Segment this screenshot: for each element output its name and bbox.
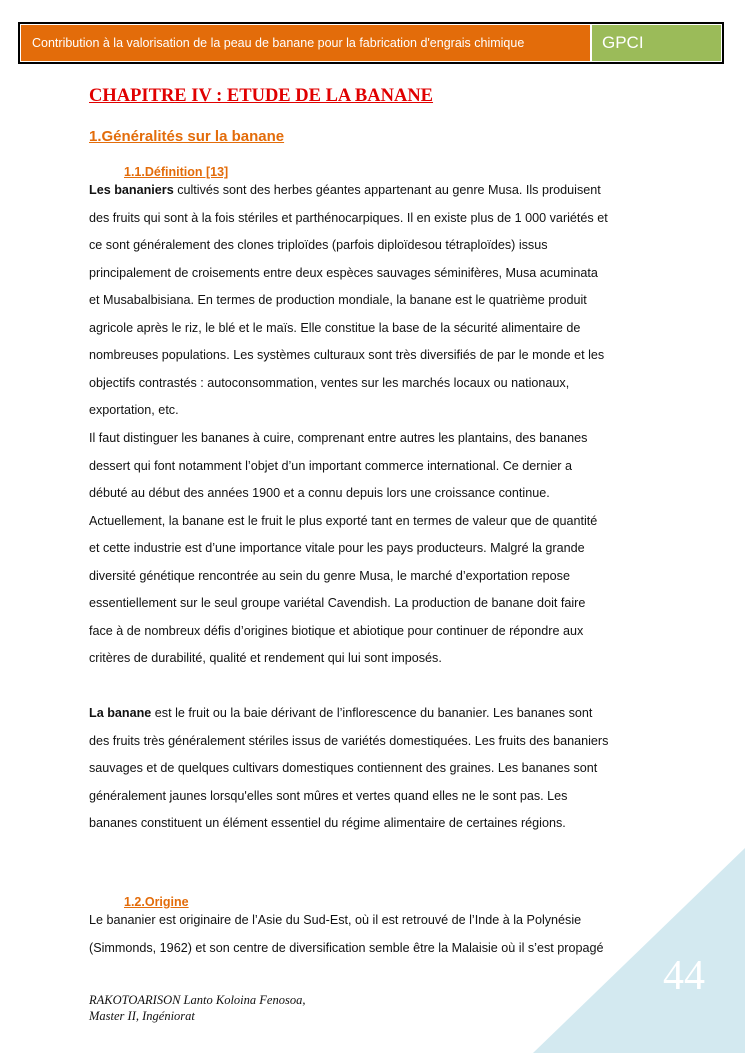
- page-header: [18, 22, 724, 64]
- subsection-heading-definition: 1.1.Définition [13]: [124, 165, 229, 179]
- page-number: 44: [663, 953, 705, 999]
- footer-author: RAKOTOARISON Lanto Koloina Fenosoa,: [89, 993, 306, 1007]
- text-line: Actuellement, la banane est le fruit le plus exporté tant en termes de valeur que de quantité: [89, 513, 598, 528]
- text-line: sauvages et de quelques cultivars domestiques contiennent des graines. Les bananes sont: [89, 761, 598, 775]
- text-line: Le bananier est originaire de l’Asie du Sud-Est, où il est retrouvé de l’Inde à la Polynésie: [89, 913, 582, 927]
- text-line: des fruits très généralement stériles issus de variétés domestiquées. Les fruits des bananiers: [89, 733, 609, 748]
- text-line: essentiellement sur le seul groupe variétal Cavendish. La production de banane doit faire: [89, 596, 586, 610]
- text-line: ce sont généralement des clones triploïdes (parfois diploïdesou tétraploïdes) issus: [89, 238, 548, 252]
- bold-term: Les bananiers: [89, 183, 174, 197]
- text-line: exportation, etc.: [89, 403, 179, 417]
- text-line: critères de durabilité, qualité et rendement qui lui sont imposés.: [89, 651, 442, 665]
- text-line: et cette industrie est d’une importance vitale pour les pays producteurs. Malgré la grande: [89, 541, 585, 555]
- text-line: et Musabalbisiana. En termes de production mondiale, la banane est le quatrième produit: [89, 293, 587, 307]
- text-line: [89, 177, 659, 205]
- text-line: (Simmonds, 1962) et son centre de diversification semble être la Malaisie où il s’est propagé: [89, 940, 604, 955]
- text-line: diversité génétique rencontrée au sein du genre Musa, le marché d’exportation repose: [89, 568, 570, 583]
- text-line: principalement de croisements entre deux espèces sauvages séminifères, Musa acuminata: [89, 265, 598, 280]
- text-line: dessert qui font notamment l’objet d’un important commerce international. Ce dernier a: [89, 458, 573, 473]
- text-line: généralement jaunes lorsqu'elles sont mûres et vertes quand elles ne le sont pas. Les: [89, 788, 568, 803]
- chapter-title: CHAPITRE IV : ETUDE DE LA BANANE: [89, 86, 434, 106]
- text-line: des fruits qui sont à la fois stériles et parthénocarpiques. Il en existe plus de 1 000 variétés et: [89, 210, 608, 225]
- text-line: face à de nombreux défis d’origines biotique et abiotique pour continuer de répondre aux: [89, 623, 584, 638]
- section-heading: 1.Généralités sur la banane: [89, 128, 285, 145]
- bold-term: La banane: [89, 706, 152, 720]
- paragraph-distinction: [89, 425, 659, 673]
- header-code: GPCI: [592, 25, 721, 61]
- text-line: Il faut distinguer les bananes à cuire, comprenant entre autres les plantains, des bananes: [89, 431, 588, 445]
- text-line: nombreuses populations. Les systèmes culturaux sont très diversifiés de par le monde et les: [89, 348, 605, 362]
- text-line: objectifs contrastés : autoconsommation, ventes sur les marchés locaux ou nationaux,: [89, 375, 570, 390]
- paragraph-bananiers: [89, 177, 659, 425]
- page-footer: [89, 993, 305, 1024]
- text-line: débuté au début des années 1900 et a connu depuis lors une croissance continue.: [89, 486, 550, 500]
- paragraph-la-banane: [89, 700, 659, 838]
- footer-degree: Master II, Ingéniorat: [89, 1008, 195, 1023]
- text-line: bananes constituent un élément essentiel du régime alimentaire de certaines régions.: [89, 816, 566, 830]
- subsection-heading-origine: 1.2.Origine: [124, 895, 189, 909]
- corner-decoration: [533, 848, 745, 1053]
- text-line: [89, 700, 659, 728]
- text-span: est le fruit ou la baie dérivant de l’inflorescence du bananier. Les bananes sont: [151, 706, 593, 720]
- text-line: agricole après le riz, le blé et le maïs. Elle constitue la base de la sécurité alimentaire de: [89, 320, 581, 335]
- text-span: cultivés sont des herbes géantes appartenant au genre Musa. Ils produisent: [173, 183, 601, 197]
- header-title: Contribution à la valorisation de la peau de banane pour la fabrication d'engrais chimique: [21, 25, 592, 61]
